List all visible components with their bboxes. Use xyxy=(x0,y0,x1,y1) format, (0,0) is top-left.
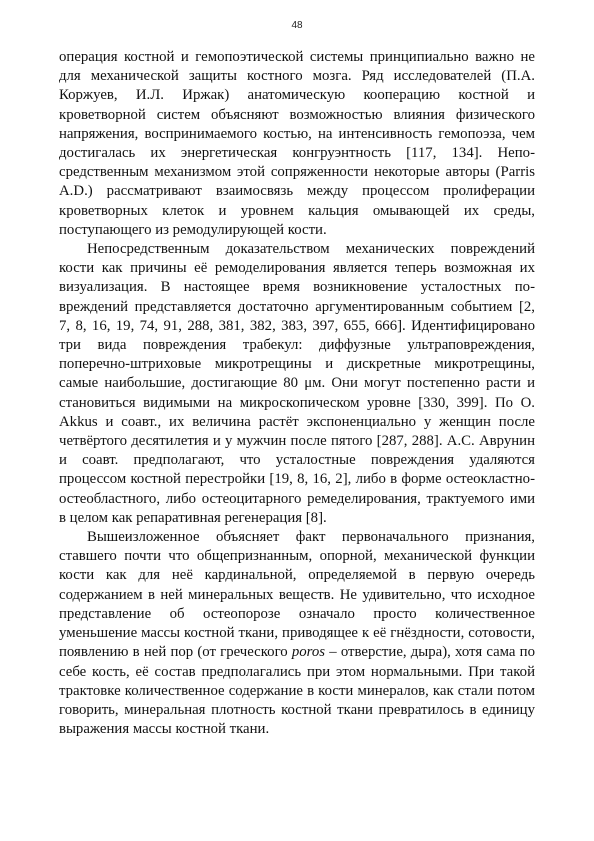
paragraph-1: операция костной и гемопоэтической системы принципиально важно не для механической защиты костного мозга. Ряд исследователей (П.А. Коржуев, И.Л. Иржак) анатомическую кооперацию костной и кроветворной систем объясняют возможностью влияния физического напряжения, воспринимаемого костью, на интенсивность гемопоэза, чем достигалась их энергетическая конгруэнтность [117, 134]. Непосредственным механизмом этой сопряженности некоторые авторы (Parris A.D.) рассматривают взаимосвязь между процессом пролиферации кроветворных клеток и уровнем кальция омывающей их среды, поступающего из ремодулирующей кости. xyxy=(59,49,535,238)
page-number: 48 xyxy=(291,20,303,31)
paragraph-2: Непосредственным доказательством механических повреждений кости как причины её ремоделирования является теперь возможная их визуализация. В настоящее время возникновение усталостных повреждений представляется достаточно аргументированным событием [2, 7, 8, 16, 19, 74, 91, 288, 381, 382, 383, 397, 655, 666]. Идентифицировано три вида повреждения трабекул: диффузные ультраповреждения, поперечно-штриховые микротрещины и дискретные микротрещины, самые наибольшие, достигающие 80 μм. Они могут постепенно расти и становиться видимыми на микроскопическом уровне [330, 399]. По O. Akkus и соавт., их величина растёт экспоненциально у женщин после четвёртого десятилетия и у мужчин после пятого [287, 288]. А.С. Аврунин и соавт. предполагают, что усталостные повреждения удаляются процессом костной перестройки [19, 8, 16, 2], либо в форме остеокластно-остеобластного, либо остеоцитарного ремеделирования, трактуемого ими в целом как репаративная регенерация [8]. xyxy=(59,241,535,526)
paragraph-3 xyxy=(59,528,535,739)
paragraph-3-part-1: Вышеизложенное объясняет факт первоначального признания, ставшего почти что общепризнанным, опорной, механической функции кости как для неё кардинальной, определяемой в первую очередь содержанием в ней минеральных веществ. Не удивительно, что исходное представление об остеопорозе означало просто количественное уменьшение массы костной ткани, приводящее к её гнёздности, сотовости, появлению в ней пор (от греческого xyxy=(59,529,535,661)
body-text xyxy=(59,48,535,739)
italic-term: poros xyxy=(291,644,326,661)
paragraph-3-part-2: – отверстие, дыра), хотя сама по себе кость, её состав предполагались при этом нормальными. При такой трактовке количественное содержание в кости минералов, как стали потом говорить, минеральная плотность костной ткани превратилось в единицу выражения массы костной ткани. xyxy=(59,644,535,738)
